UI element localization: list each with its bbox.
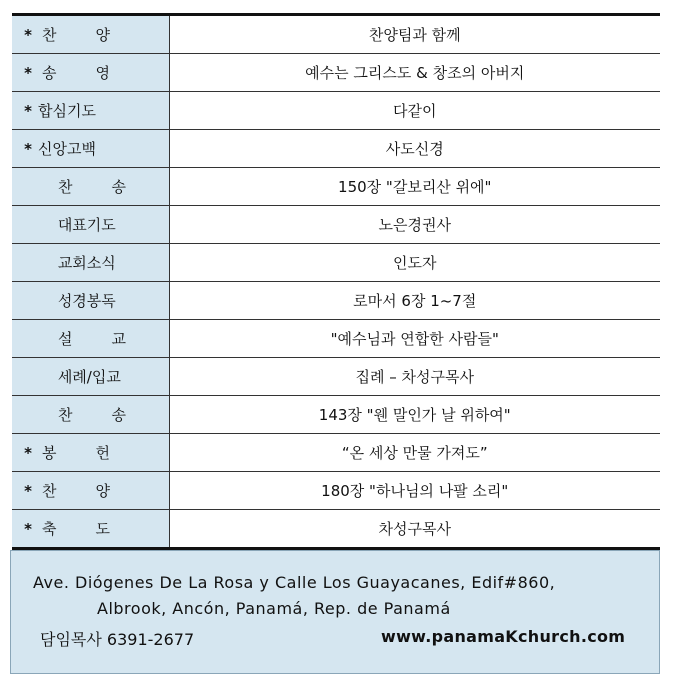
label-char: 설	[58, 329, 73, 348]
standing-mark: *	[24, 25, 32, 44]
label-char: 봉	[42, 443, 57, 462]
order-item-value: 차성구목사	[378, 519, 451, 538]
address-line-1: Ave. Diógenes De La Rosa y Calle Los Guayacanes, Edif#860,	[33, 573, 556, 592]
standing-mark: *	[24, 139, 32, 158]
worship-order-row	[12, 434, 660, 472]
worship-order-row	[12, 320, 660, 358]
order-item-value: "예수님과 연합한 사람들"	[169, 320, 660, 358]
order-item-label	[36, 330, 126, 348]
standing-mark: *	[24, 481, 32, 500]
order-item-label-cell	[12, 92, 169, 130]
order-item-label: 신앙고백	[38, 139, 96, 158]
order-item-label-cell	[12, 54, 169, 92]
label-char: 송	[111, 177, 126, 196]
order-item-label: 합심기도	[38, 101, 96, 120]
label-char: 찬	[42, 481, 57, 500]
order-item-label-cell	[12, 130, 169, 168]
order-item-label	[36, 64, 110, 82]
label-char: 양	[95, 25, 110, 44]
label-char: 송	[42, 63, 57, 82]
order-item-label-cell	[12, 168, 169, 206]
order-item-label-cell	[12, 434, 169, 472]
order-item-value: 인도자	[169, 244, 660, 282]
worship-order-row	[12, 54, 660, 92]
address-line-2: Albrook, Ancón, Panamá, Rep. de Panamá	[97, 599, 451, 618]
order-item-label	[36, 444, 110, 462]
order-item-label-cell	[12, 396, 169, 434]
order-item-label-cell	[12, 358, 169, 396]
worship-order-row	[12, 168, 660, 206]
order-item-label-cell	[12, 320, 169, 358]
worship-order-row	[12, 130, 660, 168]
order-item-label	[36, 178, 126, 196]
order-item-value: “온 세상 만물 가져도”	[169, 434, 660, 472]
standing-mark: *	[24, 101, 32, 120]
order-item-label: 대표기도	[57, 215, 116, 234]
order-item-label-cell	[12, 244, 169, 282]
order-item-label	[36, 482, 110, 500]
worship-order-row	[12, 244, 660, 282]
order-item-value: 집례 – 차성구목사	[169, 358, 660, 396]
standing-mark: *	[24, 443, 32, 462]
label-char: 헌	[95, 443, 110, 462]
worship-order-row	[12, 472, 660, 510]
order-item-label-cell	[12, 282, 169, 320]
worship-order-table	[12, 13, 660, 550]
order-item-value: 다같이	[169, 92, 660, 130]
worship-order-row	[12, 358, 660, 396]
label-char: 영	[95, 63, 110, 82]
order-item-value: 예수는 그리스도 & 창조의 아버지	[169, 54, 660, 92]
order-item-label-cell	[12, 15, 169, 54]
standing-mark: *	[24, 519, 32, 538]
worship-order-row	[12, 282, 660, 320]
church-info-footer	[10, 550, 660, 674]
label-char: 축	[42, 519, 57, 538]
order-item-value: 찬양팀과 함께	[169, 15, 660, 54]
church-website[interactable]: www.panamaKchurch.com	[381, 627, 626, 646]
label-char: 찬	[42, 25, 57, 44]
label-char: 도	[95, 519, 110, 538]
order-item-label: 성경봉독	[57, 291, 116, 310]
label-char: 찬	[58, 177, 73, 196]
label-char: 양	[95, 481, 110, 500]
order-item-label	[36, 520, 110, 538]
standing-mark: *	[24, 63, 32, 82]
order-item-value: 180장 "하나님의 나팔 소리"	[169, 472, 660, 510]
label-char: 찬	[58, 405, 73, 424]
worship-order-row	[12, 510, 660, 549]
worship-order-row	[12, 15, 660, 54]
label-char: 송	[111, 405, 126, 424]
worship-order-row	[12, 396, 660, 434]
order-item-value: 사도신경	[169, 130, 660, 168]
order-item-value: 143장 "웬 말인가 날 위하여"	[169, 396, 660, 434]
order-item-label	[36, 26, 110, 44]
worship-order-row	[12, 92, 660, 130]
order-item-label: 교회소식	[57, 253, 116, 272]
order-item-value: 노은경권사	[169, 206, 660, 244]
order-item-label-cell	[12, 206, 169, 244]
order-item-value: 150장 "갈보리산 위에"	[169, 168, 660, 206]
order-item-value: 로마서 6장 1~7절	[169, 282, 660, 320]
pastor-phone: 담임목사 6391-2677	[40, 630, 195, 649]
order-item-label-cell	[12, 472, 169, 510]
order-item-label-cell	[12, 510, 169, 549]
label-char: 교	[111, 329, 126, 348]
worship-order-row	[12, 206, 660, 244]
worship-order-body	[12, 15, 660, 549]
order-item-label: 세례/입교	[57, 367, 121, 386]
order-item-label	[36, 406, 126, 424]
